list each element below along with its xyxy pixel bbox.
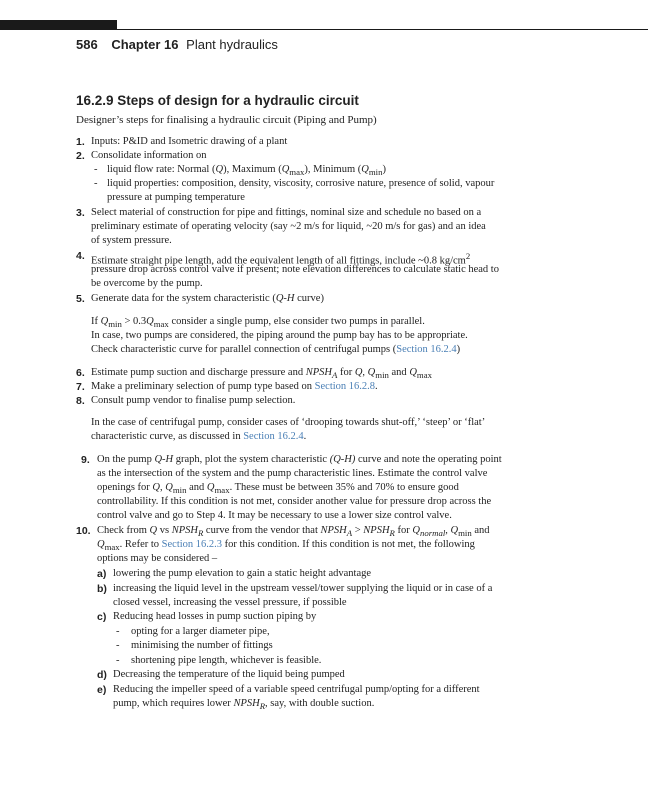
- step-number: 9.: [81, 454, 90, 466]
- step-text: of system pressure.: [91, 235, 172, 246]
- step-text: Select material of construction for pipe and fittings, nominal size and schedule no based on a: [91, 207, 482, 218]
- header-rule: [0, 29, 648, 30]
- sub-step-letter: e): [97, 684, 107, 696]
- section-title: 16.2.9 Steps of design for a hydraulic circuit: [76, 93, 359, 108]
- note-text: Check characteristic curve for parallel connection of centrifugal pumps (Section 16.2.4): [91, 344, 461, 355]
- step-text: controllability. If this condition is not met, consider another value for pressure drop across the: [97, 496, 492, 507]
- bullet-dash: -: [116, 640, 120, 651]
- step-text: options may be considered –: [97, 553, 218, 564]
- step-number: 3.: [76, 207, 85, 219]
- step-number: 5.: [76, 293, 85, 305]
- step-number: 1.: [76, 136, 85, 148]
- sub-step-text: minimising the number of fittings: [131, 640, 273, 651]
- sub-step-letter: d): [97, 669, 107, 681]
- step-number: 4.: [76, 250, 85, 262]
- step-text: Make a preliminary selection of pump type based on Section 16.2.8.: [91, 381, 378, 392]
- note-text: In case, two pumps are considered, the piping around the pump bay has to be appropriate.: [91, 330, 468, 341]
- bullet-dash: -: [116, 655, 120, 666]
- step-number: 10.: [76, 525, 91, 537]
- bullet-dash: -: [94, 164, 98, 175]
- step-text: Check from Q vs $NPSH_R$ curve from the vendor that $NPSH_A$ > $NPSH_R$ for $Q_{normal}$, $Q_{min}$ and: [97, 525, 490, 539]
- step-text: Generate data for the system characteristic (Q-H curve): [91, 293, 324, 304]
- step-number: 8.: [76, 395, 85, 407]
- bullet-dash: -: [94, 178, 98, 189]
- step-number: 2.: [76, 150, 85, 162]
- bullet-dash: -: [116, 626, 120, 637]
- sub-step-text: shortening pipe length, whichever is feasible.: [131, 655, 322, 666]
- step-text: liquid flow rate: Normal (Q), Maximum $(Q_{max})$, Minimum $(Q_{min})$: [107, 164, 386, 178]
- step-text: be overcome by the pump.: [91, 278, 203, 289]
- section-intro: Designer’s steps for finalising a hydraulic circuit (Piping and Pump): [76, 114, 377, 126]
- section-link[interactable]: Section 16.2.4: [243, 431, 304, 442]
- section-link[interactable]: Section 16.2.8: [314, 381, 376, 392]
- note-text: characteristic curve, as discussed in Section 16.2.4.: [91, 431, 307, 442]
- running-header: [76, 37, 278, 52]
- step-text: pressure drop across control valve if present; note elevation differences to calculate static head to: [91, 264, 499, 275]
- step-number: 7.: [76, 381, 85, 393]
- sub-step-text: pump, which requires lower $NPSH_R$, say, with double suction.: [113, 698, 375, 712]
- step-number: 6.: [76, 367, 85, 379]
- chapter-title: Plant hydraulics: [186, 37, 278, 52]
- step-text: as the intersection of the system and the pump characteristic lines. Estimate the control valve: [97, 468, 488, 479]
- step-text: openings for Q, $Q_{min}$ and $Q_{max}$. These must be between 35% and 70% to ensure good: [97, 482, 459, 496]
- step-text: Consult pump vendor to finalise pump selection.: [91, 395, 296, 406]
- sub-step-text: Decreasing the temperature of the liquid being pumped: [113, 669, 345, 680]
- sub-step-text: opting for a larger diameter pipe,: [131, 626, 270, 637]
- step-text: Estimate straight pipe length, add the equivalent length of all fittings, include ~0.8 $kg/cm^2$: [91, 251, 471, 267]
- section-link[interactable]: Section 16.2.3: [161, 539, 223, 550]
- step-text: liquid properties: composition, density, viscosity, corrosive nature, presence of solid, vapour: [107, 178, 495, 189]
- chapter-label: Chapter 16: [111, 37, 179, 52]
- section-link[interactable]: Section 16.2.4: [396, 344, 457, 355]
- note-text: In the case of centrifugal pump, consider cases of ‘drooping towards shut-off,’ ‘steep’ or ‘flat’: [91, 417, 486, 428]
- step-text: Consolidate information on: [91, 150, 207, 161]
- sub-step-text: Reducing the impeller speed of a variable speed centrifugal pump/opting for a different: [113, 684, 480, 695]
- step-text: preliminary estimate of operating velocity (say ~2 m/s for liquid, ~20 m/s for gas) and an idea: [91, 221, 486, 232]
- sub-step-text: closed vessel, increasing the vessel pressure, if possible: [113, 597, 347, 608]
- step-text: pressure at pumping temperature: [107, 192, 245, 203]
- step-text: Estimate pump suction and discharge pressure and $NPSH_A$ for Q, $Q_{min}$ and $Q_{max}$: [91, 367, 432, 381]
- sub-step-text: increasing the liquid level in the upstream vessel/tower supplying the liquid or in case of a: [113, 583, 493, 594]
- step-text: control valve and go to Step 4. It may be necessary to use a lower size control valve.: [97, 510, 452, 521]
- sub-step-letter: c): [97, 611, 107, 623]
- sub-step-text: Reducing head losses in pump suction piping by: [113, 611, 317, 622]
- step-text: $Q_{max}$. Refer to Section 16.2.3 for this condition. If this condition is not met, the following: [97, 539, 475, 553]
- note-text: If $Q_{min} > 0.3Q_{max}$ consider a single pump, else consider two pumps in parallel.: [91, 316, 425, 330]
- sub-step-letter: b): [97, 583, 107, 595]
- step-text: On the pump Q-H graph, plot the system characteristic (Q-H) curve and note the operating point: [97, 454, 502, 465]
- sub-step-text: lowering the pump elevation to gain a static height advantage: [113, 568, 372, 579]
- step-text: Inputs: P&ID and Isometric drawing of a plant: [91, 136, 288, 147]
- sub-step-letter: a): [97, 568, 107, 580]
- page-number: 586: [76, 37, 98, 52]
